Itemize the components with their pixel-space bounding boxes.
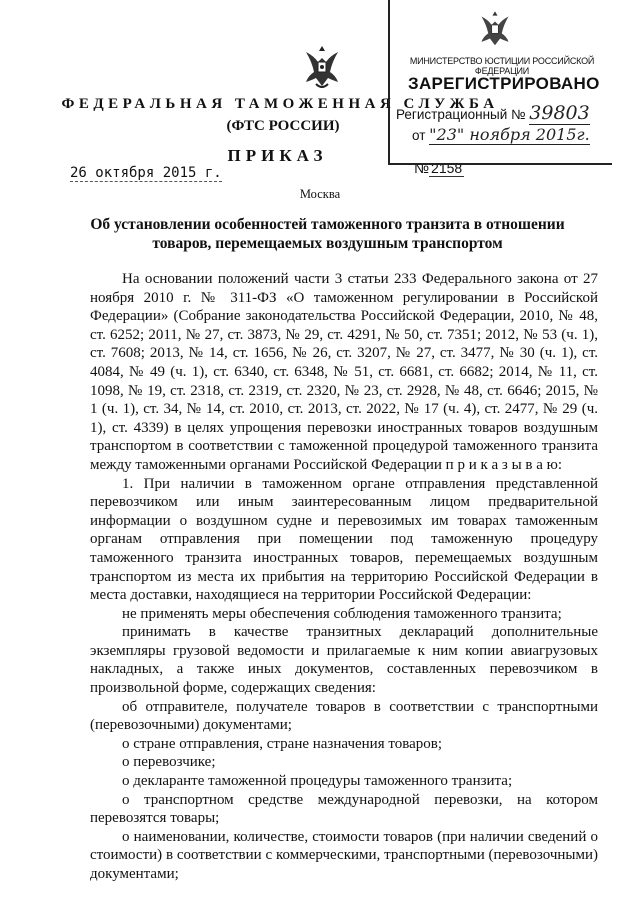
stamp-reg-number: 39803 — [529, 102, 590, 124]
stamp-reg-line — [396, 102, 590, 124]
registration-stamp — [388, 0, 612, 165]
paragraph-preamble: На основании положений части 3 статьи 233 Федерального закона от 27 ноября 2010 г. № 311-ФЗ «О таможенном регулировании в Российской Федерации» (Собрание законодательства Российской Федерации, 2010, № 48, ст. 6252; 2011, № 27, ст. 3873, № 29, ст. 4291, № 50, ст. 7351; 2012, № 53 (ч. 1), ст. 7608; 2013, № 14, ст. 1656, № 26, ст. 3207, № 27, ст. 3477, № 30 (ч. 1), ст. 4084, № 49 (ч. 1), ст. 6340, ст. 6348, № 51, ст. 6681, ст. 6682; 2014, № 11, ст. 1098, № 19, ст. 2318, ст. 2319, ст. 2320, № 23, ст. 2928, № 48, ст. 6646; 2015, № 1 (ч. 1), ст. 34, № 14, ст. 2010, ст. 2013, ст. 2022, № 17 (ч. 4), ст. 2477, № 29 (ч. 1), ст. 4339) в целях упрощения перевозки иностранных товаров воздушным транспортом в соответствии с таможенной процедурой таможенного транзита между таможенными органами Российской Федерации п р и к а з ы в а ю: — [90, 271, 598, 473]
paragraph-item: о транспортном средстве международной перевозки, на котором перевозятся товары; — [90, 791, 598, 827]
paragraph-item: об отправителе, получателе товаров в соответствии с транспортными (перевозочными) документами; — [90, 698, 598, 734]
paragraph-item: о стране отправления, стране назначения товаров; — [122, 735, 443, 752]
paragraph-item: о перевозчике; — [122, 754, 216, 771]
stamp-ministry: МИНИСТЕРСТВО ЮСТИЦИИ РОССИЙСКОЙ ФЕДЕРАЦИИ — [409, 56, 595, 76]
stamp-date-label: от — [412, 128, 426, 143]
document-title: Об установлении особенностей таможенного транзита в отношении товаров, перемещаемых воздушным транспортом — [90, 216, 565, 252]
paragraph-item: принимать в качестве транзитных деклараций дополнительные экземпляры грузовой ведомости и прилагаемые к ним копии авиагрузовых накладных, а также иных документов, составленных перевозчиком в произвольной форме, содержащих сведения: — [90, 624, 598, 697]
paragraph-item: о наименовании, количестве, стоимости товаров (при наличии сведений о стоимости) в соответствии с коммерческими, транспортными (перевозочными) документами; — [90, 828, 598, 882]
paragraph-item: не применять меры обеспечения соблюдения таможенного транзита; — [122, 605, 562, 622]
coat-of-arms-icon — [300, 42, 344, 94]
agency-abbreviation: (ФТС РОССИИ) — [226, 118, 340, 134]
stamp-status: ЗАРЕГИСТРИРОВАНО — [408, 74, 600, 93]
order-date: 26 октября 2015 г. — [70, 165, 222, 181]
stamp-eagle-icon — [476, 8, 514, 52]
stamp-date-handwritten: "23" ноября 2015г. — [429, 125, 590, 144]
order-number-prefix: № — [414, 160, 430, 176]
document-body — [90, 270, 598, 884]
stamp-reg-label: Регистрационный № — [396, 107, 526, 122]
order-number-value: 2158 — [431, 160, 463, 176]
agency-name: ФЕДЕРАЛЬНАЯ ТАМОЖЕННАЯ СЛУЖБА — [61, 96, 499, 112]
paragraph-clause-1: 1. При наличии в таможенном органе отправления представленной перевозчиком или иным заинтересованным лицом предварительной информации о воздушном судне и перевозимых им товарах таможенным органам отправления при помещении под таможенную процедуру таможенного транзита иностранных товаров, перемещаемых воздушным транспортом из места их прибытия на территорию Российской Федерации в места доставки, находящиеся на территории Российской Федерации: — [90, 475, 598, 604]
order-city: Москва — [299, 187, 341, 201]
stamp-date-line — [412, 125, 590, 144]
document-type: ПРИКАЗ — [227, 146, 328, 165]
paragraph-item: о декларанте таможенной процедуры таможенного транзита; — [122, 773, 513, 790]
